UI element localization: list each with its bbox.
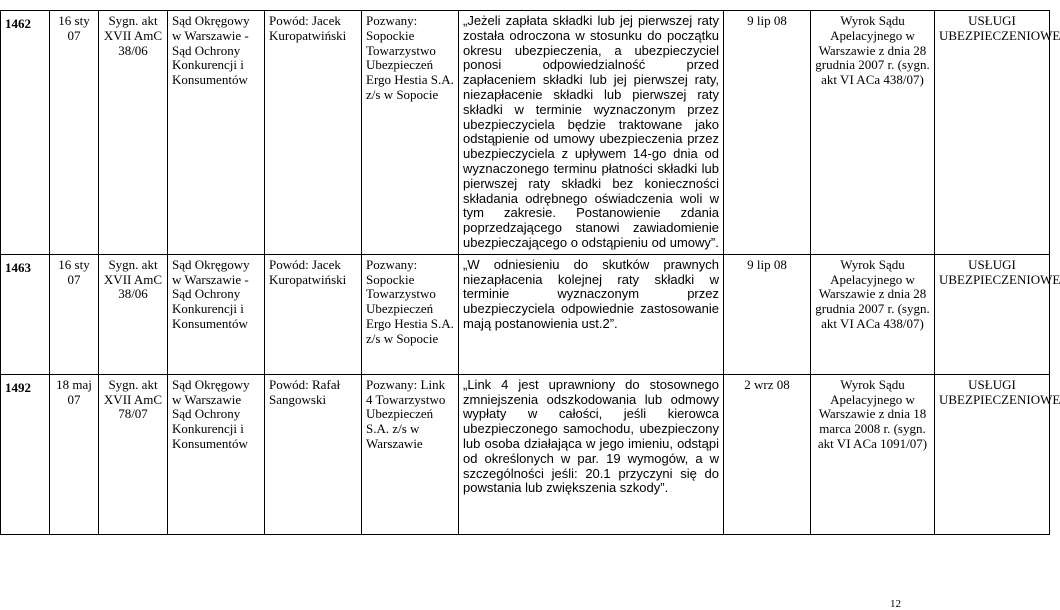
prohibited-clause: „Link 4 jest uprawniony do stosownego zmniejszenia odszkodowania lub odmowy wypłaty w całości, jeśli kierowca ubezpieczonego samochodu, ubezpieczony lub osoba działająca w jego imieniu, odstąpi od określonych w par. 19 wymogów, a w szczególności jeśli: 20.1 przyczyni się do powstania lub zwiększenia szkody”. [459, 374, 724, 534]
case-signature: Sygn. akt XVII AmC 38/06 [99, 254, 168, 374]
entry-date: 9 lip 08 [724, 11, 811, 255]
defendant: Pozwany: Sopockie Towarzystwo Ubezpieczeń Ergo Hestia S.A. z/s w Sopocie [362, 11, 459, 255]
appeal-judgment: Wyrok Sądu Apelacyjnego w Warszawie z dnia 28 grudnia 2007 r. (sygn. akt VI ACa 438/07) [811, 254, 935, 374]
ruling-date: 18 maj 07 [50, 374, 99, 534]
table-row [1, 254, 1050, 374]
court-name: Sąd Okręgowy w Warszawie Sąd Ochrony Konkurencji i Konsumentów [168, 374, 265, 534]
court-name: Sąd Okręgowy w Warszawie - Sąd Ochrony Konkurencji i Konsumentów [168, 254, 265, 374]
entry-date: 9 lip 08 [724, 254, 811, 374]
ruling-date: 16 sty 07 [50, 254, 99, 374]
entry-number: 1492 [1, 374, 50, 534]
plaintiff: Powód: Jacek Kuropatwiński [265, 254, 362, 374]
appeal-judgment: Wyrok Sądu Apelacyjnego w Warszawie z dnia 18 marca 2008 r. (sygn. akt VI ACa 1091/07) [811, 374, 935, 534]
ruling-date: 16 sty 07 [50, 11, 99, 255]
page-number: 12 [890, 598, 901, 610]
prohibited-clause: „W odniesieniu do skutków prawnych niezapłacenia kolejnej raty składki w terminie wyznaczonym przez ubezpieczyciela odpowiednie zastosowanie mają postanowienia ust.2”. [459, 254, 724, 374]
service-type: USŁUGI UBEZPIECZENIOWE [935, 374, 1050, 534]
plaintiff: Powód: Jacek Kuropatwiński [265, 11, 362, 255]
plaintiff: Powód: Rafał Sangowski [265, 374, 362, 534]
court-name: Sąd Okręgowy w Warszawie - Sąd Ochrony Konkurencji i Konsumentów [168, 11, 265, 255]
service-type: USŁUGI UBEZPIECZENIOWE [935, 254, 1050, 374]
prohibited-clause: „Jeżeli zapłata składki lub jej pierwszej raty została odroczona w stosunku do początku okresu ubezpieczenia, a ubezpieczyciel ponosi odpowiedzialność przed zapłaceniem składki lub jej pierwszej raty, niezapłacenie składki lub pierwszej raty składki w terminie wyznaczonym przez ubezpieczyciela będzie traktowane jako odstąpienie od umowy ubezpieczenia przez ubezpieczyciela z upływem 14-go dnia od wyznaczonego terminu płatności składki lub pierwszej raty składki bez konieczności składania odrębnego oświadczenia woli w tym zakresie. Postanowienie zdania poprzedzającego stanowi zawiadomienie ubezpieczającego o odstąpieniu od umowy”. [459, 11, 724, 255]
table-row [1, 374, 1050, 534]
case-signature: Sygn. akt XVII AmC 38/06 [99, 11, 168, 255]
service-type: USŁUGI UBEZPIECZENIOWE [935, 11, 1050, 255]
case-signature: Sygn. akt XVII AmC 78/07 [99, 374, 168, 534]
entry-number: 1463 [1, 254, 50, 374]
entry-number: 1462 [1, 11, 50, 255]
entry-date: 2 wrz 08 [724, 374, 811, 534]
clause-registry-table [0, 10, 1060, 535]
defendant: Pozwany: Link 4 Towarzystwo Ubezpieczeń S.A. z/s w Warszawie [362, 374, 459, 534]
appeal-judgment: Wyrok Sądu Apelacyjnego w Warszawie z dnia 28 grudnia 2007 r. (sygn. akt VI ACa 438/07) [811, 11, 935, 255]
defendant: Pozwany: Sopockie Towarzystwo Ubezpieczeń Ergo Hestia S.A. z/s w Sopocie [362, 254, 459, 374]
table-row [1, 11, 1050, 255]
